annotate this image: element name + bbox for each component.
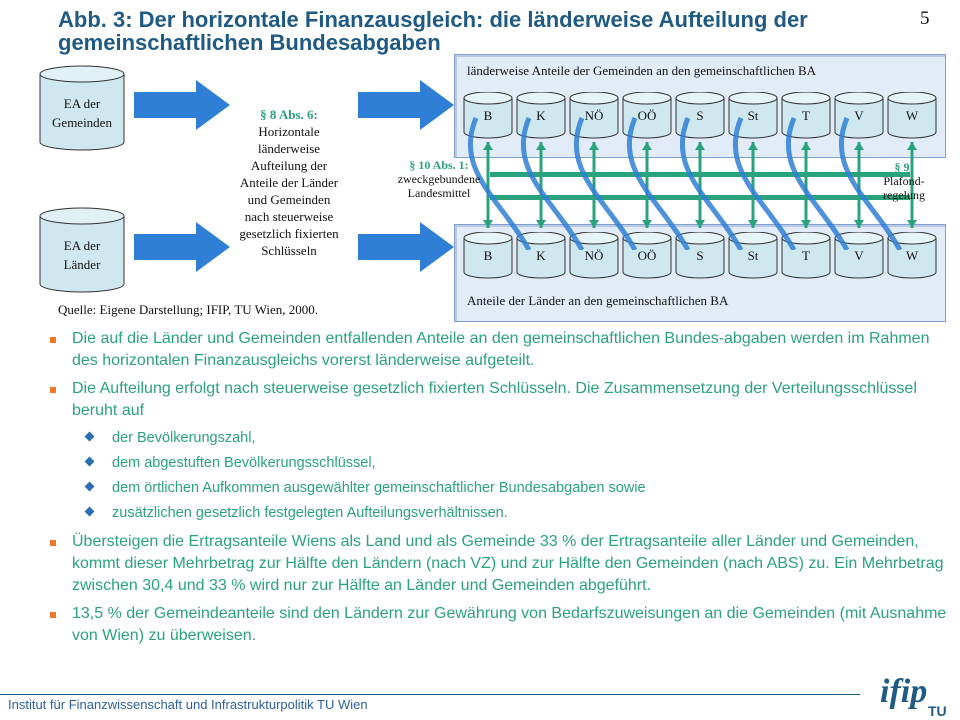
par9-heading: § 9: [894, 160, 914, 174]
state-label: V [854, 108, 864, 123]
bullet-text: Übersteigen die Ertragsanteile Wiens als Land und als Gemeinde 33 % der Ertragsanteile aller Länder und Gemeinden, kommt dieser Mehrbetrag zur Hälfte den Ländern (nach VZ) und zur Hälfte den Gemeinden (nach ABS) zu. Ein Mehrbetrag zwischen 30,4 und 33 % wird nur zur Hälfte an Länder und Gemeinden abgeführt. [72, 533, 944, 594]
arrowhead-icon [589, 220, 599, 228]
state-label: W [905, 108, 919, 123]
state-label: S [696, 248, 704, 263]
sub-bullet-item [48, 453, 948, 473]
state-label: B [483, 248, 493, 263]
bullet-square-icon [50, 540, 56, 546]
arrowhead-icon [642, 220, 652, 228]
arrowhead-icon [801, 220, 811, 228]
arrowhead-icon [483, 220, 493, 228]
curved-arrow [629, 118, 688, 250]
par8-line: Schlüsseln [261, 243, 317, 258]
arrowhead-icon [907, 142, 917, 150]
arrowhead-icon [854, 142, 864, 150]
bullet-item [48, 531, 948, 597]
ifip-logo [876, 672, 960, 720]
sub-bullet-item [48, 478, 948, 498]
panel-title-top: länderweise Anteile der Gemeinden an den gemeinschaftlichen BA [467, 63, 817, 78]
panel-title-bottom: Anteile der Länder an den gemeinschaftlichen BA [467, 293, 729, 308]
ea-laender-line2: Länder [63, 257, 101, 272]
par8-line: und Gemeinden [247, 192, 331, 207]
state-label: OÖ [637, 248, 657, 263]
state-label: V [854, 248, 864, 263]
state-label: W [905, 248, 919, 263]
sub-bullet-text: dem örtlichen Aufkommen ausgewählter gemeinschaftlicher Bundesabgaben sowie [112, 480, 646, 496]
sub-bullet-text: zusätzlichen gesetzlich festgelegten Aufteilungsverhältnissen. [112, 505, 508, 521]
state-label: NÖ [584, 248, 604, 263]
par8-line: gesetzlich fixierten [239, 226, 339, 241]
par9-note [866, 160, 942, 202]
source-note: Quelle: Eigene Darstellung; IFIP, TU Wien, 2000. [58, 302, 319, 317]
par9-line: Plafond- [883, 174, 925, 188]
par10-line: Landesmittel [407, 186, 471, 200]
slide-title: Abb. 3: Der horizontale Finanzausgleich: die länderweise Aufteilung der gemeinschaftlichen Bundesabgaben [58, 7, 808, 55]
state-label: NÖ [584, 108, 604, 123]
state-label: OÖ [637, 108, 657, 123]
par8-line: länderweise [257, 141, 321, 156]
curved-arrow [788, 118, 847, 250]
arrowhead-icon [536, 142, 546, 150]
state-connectors [440, 100, 940, 250]
footer-institute: Institut für Finanzwissenschaft und Infrastrukturpolitik TU Wien [8, 697, 368, 712]
arrowhead-icon [642, 142, 652, 150]
bullet-item [48, 328, 948, 372]
bullet-list [48, 328, 948, 653]
cylinder-ea-laender [38, 206, 126, 294]
ea-laender-line1: EA der [63, 238, 101, 253]
par10-line: zweckgebundene [397, 172, 481, 186]
svg-text:ifip: ifip [880, 673, 928, 710]
page-number: 5 [920, 8, 930, 29]
ea-gemeinden-line1: EA der [63, 96, 101, 111]
state-label: St [747, 248, 759, 263]
bullet-diamond-icon [85, 457, 95, 467]
sub-bullet-text: dem abgestuften Bevölkerungsschlüssel, [112, 455, 376, 471]
arrowhead-icon [748, 142, 758, 150]
state-label: T [802, 108, 810, 123]
sub-bullet-text: der Bevölkerungszahl, [112, 430, 256, 446]
footer-divider [0, 694, 860, 695]
bullet-item [48, 378, 948, 422]
bullet-diamond-icon [85, 482, 95, 492]
par10-note [380, 158, 498, 200]
arrowhead-icon [801, 142, 811, 150]
state-label: St [747, 108, 759, 123]
arrowhead-icon [695, 220, 705, 228]
par8-line: Anteile der Länder [239, 175, 339, 190]
par10-heading: § 10 Abs. 1: [409, 158, 469, 172]
sub-bullet-item [48, 503, 948, 523]
bullet-text: 13,5 % der Gemeindeanteile sind den Ländern zur Gewährung von Bedarfszuweisungen an die Gemeinden (mit Ausnahme von Wien) zu überweisen. [72, 605, 947, 644]
bullet-square-icon [50, 612, 56, 618]
par8-heading: § 8 Abs. 6: [260, 107, 318, 122]
par8-line: Aufteilung der [250, 158, 328, 173]
arrowhead-icon [589, 142, 599, 150]
arrowhead-icon [748, 220, 758, 228]
curved-arrow [682, 118, 741, 250]
bullet-text: Die auf die Länder und Gemeinden entfallenden Anteile an den gemeinschaftlichen Bundes-abgaben werden im Rahmen des horizontalen Finanzausgleichs vorerst länderweise aufgeteilt. [72, 330, 930, 369]
par8-line: nach steuerweise [244, 209, 334, 224]
bullet-item [48, 603, 948, 647]
arrowhead-icon [536, 220, 546, 228]
cylinder-ea-gemeinden [38, 64, 126, 152]
arrowhead-icon [907, 220, 917, 228]
par9-line: regelung [883, 188, 925, 202]
arrowhead-icon [483, 142, 493, 150]
sub-bullet-item [48, 428, 948, 448]
state-label: B [483, 108, 493, 123]
arrowhead-icon [854, 220, 864, 228]
svg-text:TU: TU [928, 703, 947, 719]
state-label: K [536, 108, 546, 123]
bullet-diamond-icon [85, 507, 95, 517]
curved-arrow [576, 118, 635, 250]
curved-arrow [735, 118, 794, 250]
state-label: T [802, 248, 810, 263]
arrowhead-icon [695, 142, 705, 150]
bullet-square-icon [50, 387, 56, 393]
bullet-diamond-icon [85, 432, 95, 442]
curved-arrow [523, 118, 582, 250]
state-label: K [536, 248, 546, 263]
par8-text [218, 106, 360, 259]
bullet-text: Die Aufteilung erfolgt nach steuerweise gesetzlich fixierten Schlüsseln. Die Zusammensetzung der Verteilungsschlüssel beruht auf [72, 380, 917, 419]
state-label: S [696, 108, 704, 123]
bullet-square-icon [50, 337, 56, 343]
par8-line: Horizontale [258, 124, 320, 139]
ea-gemeinden-line2: Gemeinden [52, 115, 112, 130]
